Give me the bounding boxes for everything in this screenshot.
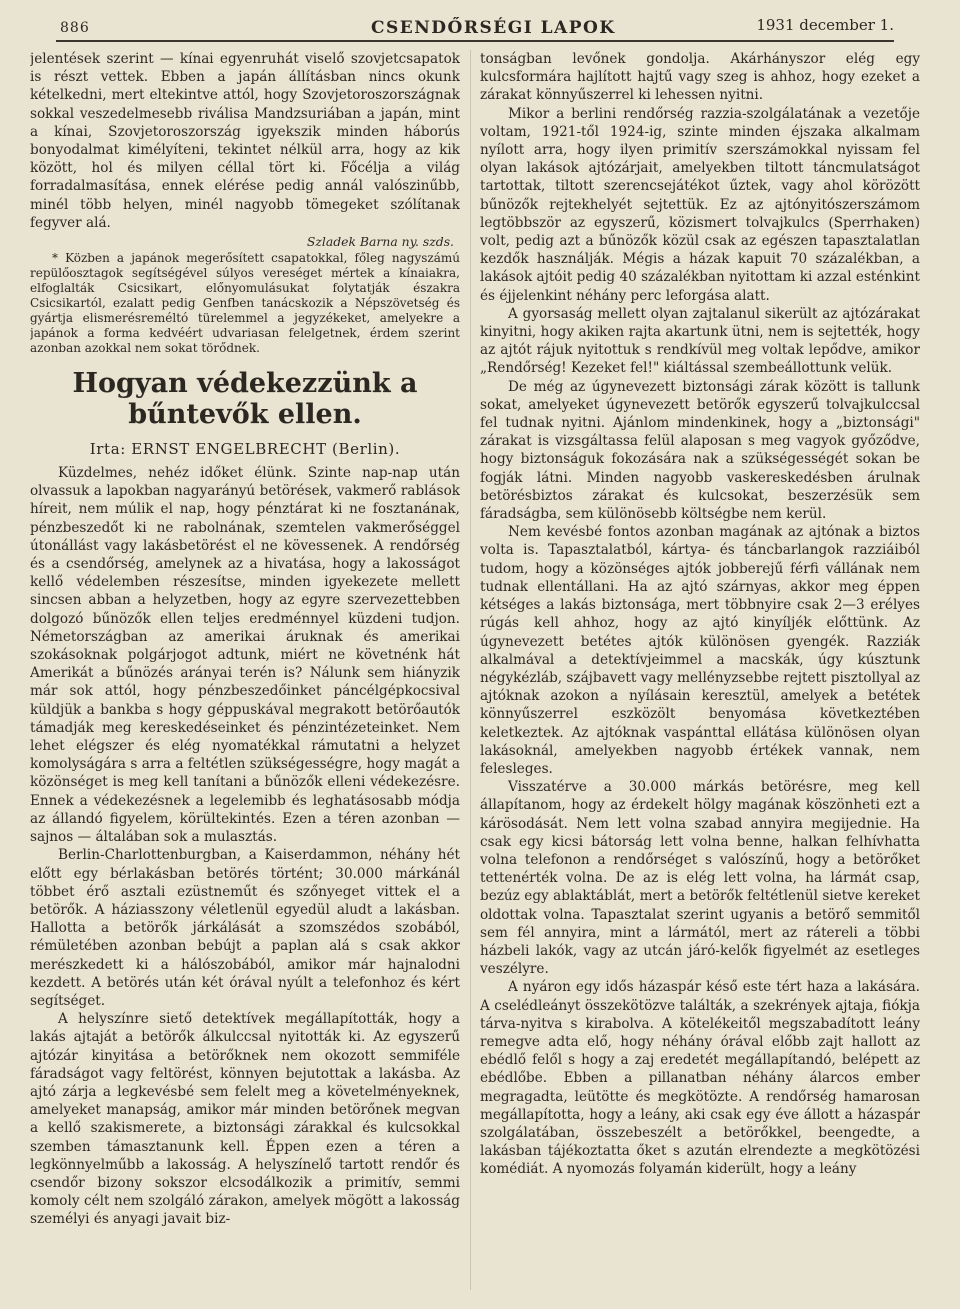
article-paragraph: De még az úgynevezett biztonsági zárak között is tallunk sokat, amelyeket úgynevezett betörők egyszerű tolvajkulccsal fel tudnak nyitni. Ajánlom mindenkinek, hogy a „biztonsági" zárakat is vizsgáltassa felül alaposan s meg vagyok győződve, hogy biztonságuk fokozására nak a szükségességét sokan be fogják látni. Minden nagyobb vaskereskedésben árulnak betörésbiztos zárakat és kulcsokat, beszerzésük sem fáradságba, sem különösebb költségbe nem kerül. (480, 378, 920, 523)
article-paragraph: Visszatérve a 30.000 márkás betörésre, meg kell állapítanom, hogy az érdekelt hölgy magának köszönheti ezt a kárösodását. Nem lett volna szabad annyira megijednie. Ha csak egy kicsi bátorság lett volna benne, halkan felhívhatta volna telefonon a rendőrséget s valószínű, hogy a betörőket tettenérték volna. De az is elég lett volna, ha lármát csap, bezúz egy ablaktáblát, mert a betörők feltétlenül sietve kereket oldottak volna. Tapasztalat szerint ugyanis a betörő semmitől sem fél annyira, mint a lármától, mert az rátereli a többi házbeli lakók, vagy az utcán járó-kelők figyelmét az esetleges veszélyre. (480, 779, 920, 978)
author-signature: Szladek Barna ny. szds. (306, 234, 454, 250)
article-paragraph: A helyszínre siető detektívek megállapították, hogy a lakás ajtaját a betörők álkulccsal nyitották ki. Az egyszerű ajtózár kinyitása a betörőknek nem okozott semmiféle fáradságot vagy feltörést, könnyen bejutottak a lakásba. Az ajtó zárja a legkevésbé sem felelt meg a követelményeknek, amelyeket manapság, amikor már minden betörőnek megvan a kellő szakismerete, a biztonsági zárakkal és kulcsokkal szemben támasztanunk kell. Éppen ezen a téren a legkönnyelműbb a lakosság. A helyszínelő tartott rendőr és csendőr bizony sokszor elcsodálkozik a primitív, semmi komoly célt nem szolgáló zárakon, amelyek mögött a lakosság személyi és anyagi javait biz- (30, 1011, 460, 1228)
footnote: * Közben a japánok megerősített csapatokkal, főleg nagyszámú repülőosztagok segítségével súlyos vereséget mértek a kínaiakra, elfoglalták Csicsikart, előnyomulásukat folytatják északra Csicsikartól, ezalatt pedig Genfben tanácskozik a Népszövetség és gyártja elismerésreméltó türelemmel a jegyzékeket, amelyekre a japánok a forma kedvéért udvariasan felelgetnek, érdem szerint azonban azokkal nem sokat törődnek. (30, 251, 460, 356)
article-headline: Hogyan védekezzünk a bűntevők ellen. (72, 368, 418, 431)
article-paragraph: A nyáron egy idős házaspár késő este tért haza a lakására. A cselédleányt összekötözve találták, a szekrények ajtaja, fiókja tárva-nyitva s kirabolva. A kötelékeitől megszabadított leány remegve adta elő, hogy néhány órával előbb zajt hallott az ebédlő felől s hogy a zaj eredetét megállapítandó, belépett az ebédlőbe. Ebben a pillanatban néhány álarcos ember megragadta, leütötte és megkötözte. A rendőrség hamarosan megállapította, hogy a leány, aki csak egy éve állott a házaspár szolgálatában, összebeszélt a betörőkkel, beengedte, a lakásban tájékoztatta őket s azután elrendezte a megkötözési komédiát. A nyomozás folyamán kiderült, hogy a leány (480, 979, 920, 1178)
article-byline: Irta: ERNST ENGELBRECHT (Berlin). (89, 440, 401, 459)
article-paragraph: Küzdelmes, nehéz időket élünk. Szinte nap-nap után olvassuk a lapokban nagyarányú betörések, vakmerő rablások híreit, nem múlik el nap, hogy pénztárat ki ne fosztanának, pénzbeszedőt ki ne rabolnának, szemtelen vakmerőséggel útonállást vagy lakásbetörést el ne kövessenek. A rendőrség és a csendőrség, amelynek az a hivatása, hogy a lakosságot kellő védelemben részesítse, minden igyekezete mellett sincsen abban a helyzetben, hogy az egyre szervezettebben dolgozó bűnözők ellen teljes eredménnyel küzdeni tudjon. Németországban az amerikai áruknak és amerikai szokásoknak polgárjogot adtunk, miért ne követnénk hát Amerikát a bűnözés arányai terén is? Nálunk sem hiányzik már sok attól, hogy pénzbeszedőinket páncélgépkocsival küldjük a bankba s hogy géppuskával megrakott betörőautók támadják meg kereskedéseinket és pénzintézeteinket. Nem lehet elégszer és elég nyomatékkal rámutatni a helyzet komolyságára s arra a feltétlen szükségességre, hogy magát a közönséget is meg kell tanítani a bűnözők elleni védekezésre. Ennek a védekezésnek a legelemibb és leghatásosabb módja az állandó figyelem, körültekintés. Ezen a téren azonban — sajnos — általában sok a mulasztás. (30, 465, 460, 846)
page-number: 886 (60, 20, 90, 36)
article-paragraph: Nem kevésbé fontos azonban magának az ajtónak a biztos volta is. Tapasztalatból, kártya- és táncbarlangok razziáiból tudom, hogy a közönséges ajtók jobberejű férfi vállának nem tudnak ellentállani. Ha az ajtó szárnyas, akkor meg éppen kétséges a lakás biztonsága, mert többnyire csak 2—3 erélyes rúgás kell ahhoz, hogy az ajtó kinyíljék előttünk. Az úgynevezett betétes ajtók különösen gyengék. Razziák alkalmával a detektívjeimmel a macskák, úgy kúsztunk négykézláb, szájbavett vagy mellényzsebbe rejtett pisztollyal az ajtóknak azokon a nyílásain keresztül, amelyek a betétek könnyűszerrel eszközölt benyomása következtében keletkeztek. Az ajtóknak vaspánttal ellátása különösen olyan lakásoknál, amelyekben nagyobb értékek vannak, nem felesleges. (480, 524, 920, 777)
article-paragraph: Mikor a berlini rendőrség razzia-szolgálatának a vezetője voltam, 1921-től 1924-ig, szinte minden éjszaka alkalmam nyílott arra, hogy ilyen primitív szerszámokkal nyissam fel olyan lakások ajtózárjait, amelyekben tiltott táncmulatságot tartottak, tiltott szerencsejátékot űztek, vagy ahol körözött bűnözők rejtekhelyét sejtettük. Ez az ajtónyitószerszámom legtöbbször az egyszerű, közismert tolvajkulcs (Sperrhaken) volt, pedig azt a bűnözők közül csak az egészen tapasztalatlan kezdők használják. Mégis a házak kapuit 70 százalékban, a lakások ajtóit pedig 40 százalékban nyitottam ki azzal esténkint és éjjelenkint néhány perc leforgása alatt. (480, 105, 920, 304)
page-header (56, 14, 894, 42)
article-paragraph: tonságban levőnek gondolja. Akárhányszor elég egy kulcsformára hajlított hajtű vagy szeg is ahhoz, hogy ezeket a zárakat könnyűszerrel ki lehessen nyitni. (480, 51, 920, 104)
article-paragraph: A gyorsaság mellett olyan zajtalanul sikerült az ajtózárakat kinyitni, hogy akiken rajta akartunk ütni, nem is sejtették, hogy az ajtót rájuk nyitottuk s rendkívül meg voltak lepődve, amikor „Rendőrség! Kezeket fel!" kiáltással szembeállottunk velük. (480, 305, 920, 377)
article-paragraph: Berlin-Charlottenburgban, a Kaiserdammon, néhány hét előtt egy bérlakásban betörés történt; 30.000 márkánál többet érő asztali ezüstneműt és szőnyeget vittek el a betörők. A háziasszony véletlenül egyedül aludt a lakásban. Hallotta a betörők járkálását a szomszédos szobából, rémületében azonban bebújt a paplan alá s csak akkor merészkedett ki a hálószobából, amikor már hajnalodni kezdett. A betörés után két órával nyúlt a telefonhoz és kért segítséget. (30, 847, 460, 1009)
previous-article-ending: jelentések szerint — kínai egyenruhát viselő szovjetcsapatok is részt vettek. Ebben a japán állításban nincs okunk kételkedni, mert eltekintve attól, hogy Szovjetoroszországnak sokkal veszedelmesebb riválisa Mandzsuriában a japán, mint a kínai, Szovjetoroszország igyekszik minden háborús bonyodalmat kimélyíteni, tekintet nélkül arra, hogy az kik között, hol és milyen céllal tört ki. Főcélja a világ forradalmasítása, ennek elérése pedig annál valószinűbb, minél több helyen, minél nagyobb tömegeket szólítanak fegyver alá. (30, 51, 460, 231)
column-divider (470, 50, 471, 1290)
publication-title: CSENDŐRSÉGI LAPOK (371, 18, 616, 38)
left-column (30, 50, 460, 1300)
issue-date: 1931 december 1. (756, 16, 894, 34)
right-column (480, 50, 920, 1300)
